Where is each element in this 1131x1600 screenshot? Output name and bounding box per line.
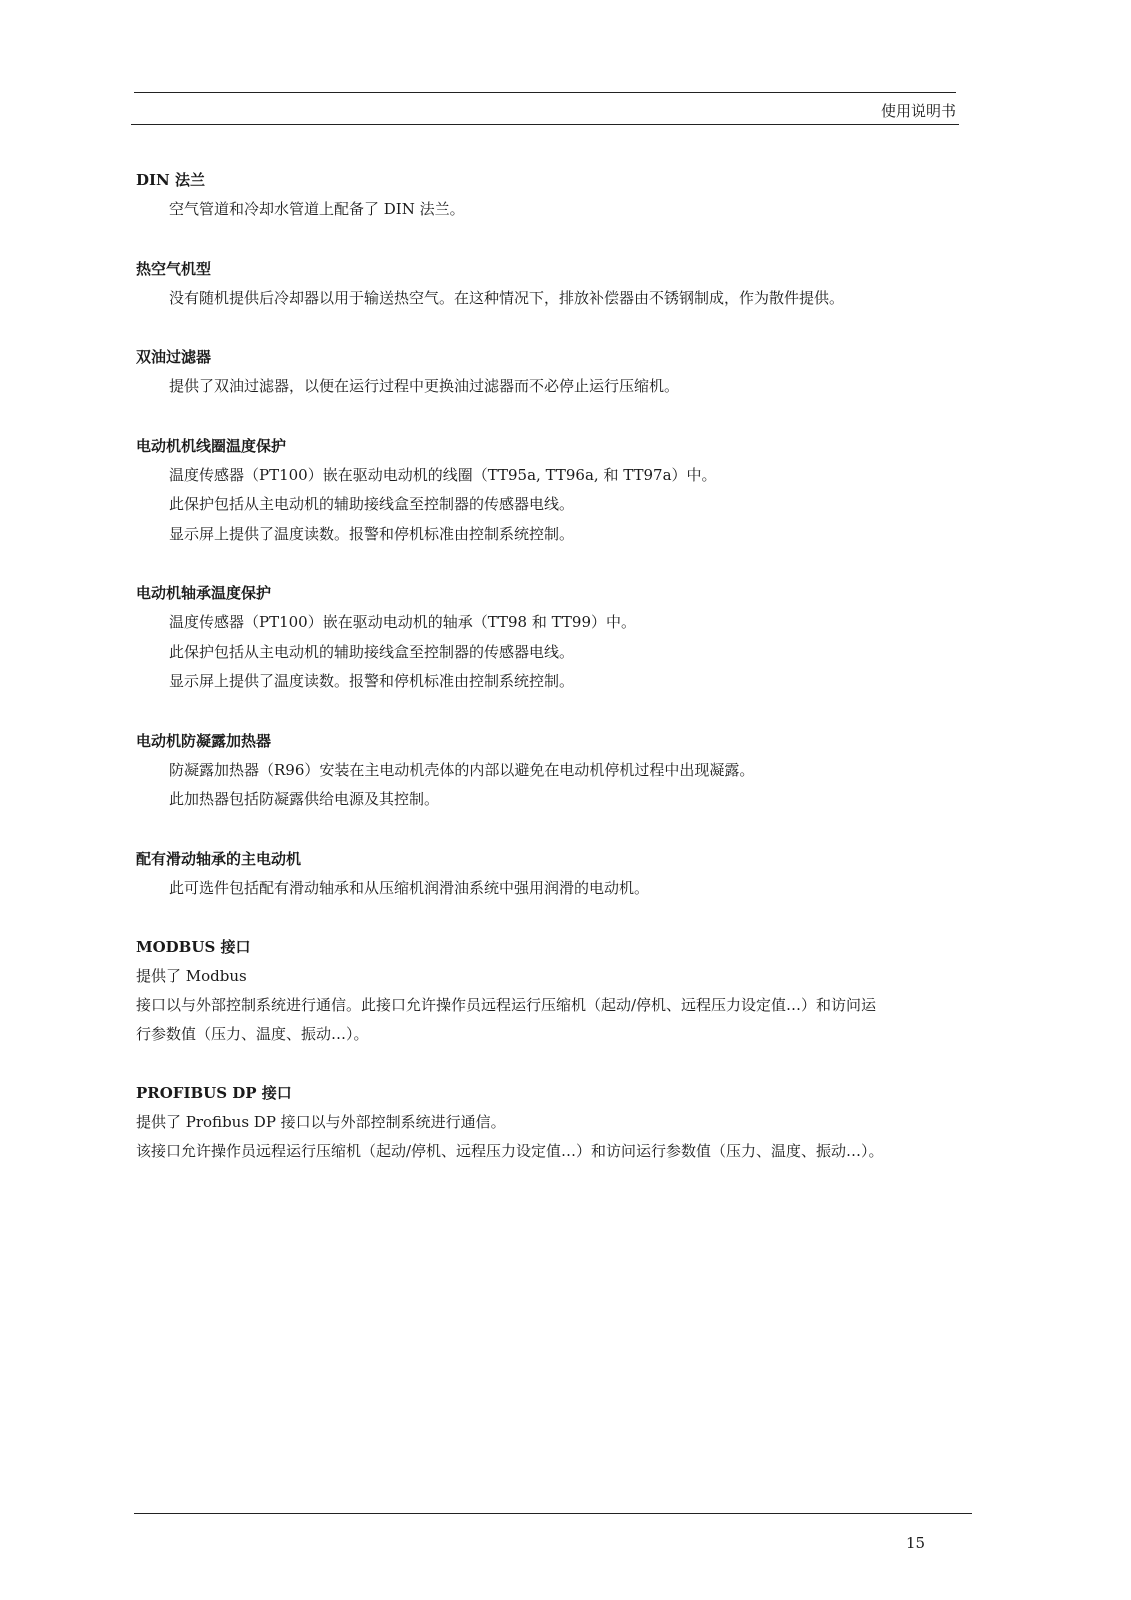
section-heading: 电动机轴承温度保护 xyxy=(136,584,272,602)
section-anti-condensation-heater xyxy=(136,731,966,815)
section-line: 此保护包括从主电动机的辅助接线盒至控制器的传感器电线。 xyxy=(169,495,575,513)
section-din-flange xyxy=(136,170,966,225)
section-line: 此保护包括从主电动机的辅助接线盒至控制器的传感器电线。 xyxy=(169,642,575,661)
section-line: 此可选件包括配有滑动轴承和从压缩机润滑油系统中强用润滑的电动机。 xyxy=(169,878,650,897)
section-line: 提供了双油过滤器，以便在运行过程中更换油过滤器而不必停止运行压缩机。 xyxy=(169,377,680,395)
section-heading: PROFIBUS DP 接口 xyxy=(136,1084,292,1102)
section-line: 温度传感器（PT100）嵌在驱动电动机的线圈（TT95a, TT96a, 和 TT97a）中。 xyxy=(169,465,717,484)
document-title: 使用说明书 xyxy=(880,102,956,120)
section-line: 温度传感器（PT100）嵌在驱动电动机的轴承（TT98 和 TT99）中。 xyxy=(169,613,637,631)
footer-rule xyxy=(134,1513,972,1514)
section-line: 显示屏上提供了温度读数。报警和停机标准由控制系统控制。 xyxy=(169,672,575,690)
section-profibus-interface xyxy=(136,1083,966,1166)
section-line: 此加热器包括防凝露供给电源及其控制。 xyxy=(169,790,440,808)
document-body xyxy=(136,170,966,1166)
section-line: 显示屏上提供了温度读数。报警和停机标准由控制系统控制。 xyxy=(169,524,575,543)
section-line: 该接口允许操作员远程运行压缩机（起动/停机、远程压力设定值…）和访问运行参数值（压力、温度、振动…）。 xyxy=(136,1142,884,1160)
section-hot-air-model xyxy=(136,259,966,314)
section-heading: 热空气机型 xyxy=(136,259,212,278)
section-heading: 电动机防凝露加热器 xyxy=(136,731,272,750)
section-motor-winding-protection xyxy=(136,436,966,550)
section-line: 行参数值（压力、温度、振动…）。 xyxy=(136,1025,369,1043)
section-modbus-interface xyxy=(136,937,966,1049)
section-line: 提供了 Modbus xyxy=(136,967,247,985)
section-line: 防凝露加热器（R96）安装在主电动机壳体的内部以避免在电动机停机过程中出现凝露。 xyxy=(169,760,755,779)
header-rule-top xyxy=(134,92,956,93)
section-dual-oil-filter xyxy=(136,347,966,402)
header-rule-bottom xyxy=(131,124,959,125)
section-heading: 双油过滤器 xyxy=(136,348,212,366)
section-heading: 电动机机线圈温度保护 xyxy=(136,436,287,455)
section-line: 空气管道和冷却水管道上配备了 DIN 法兰。 xyxy=(169,200,465,218)
section-line: 接口以与外部控制系统进行通信。此接口允许操作员远程运行压缩机（起动/停机、远程压力设定值…）和访问运 xyxy=(136,996,877,1014)
section-motor-bearing-protection xyxy=(136,583,966,697)
section-line: 提供了 Profibus DP 接口以与外部控制系统进行通信。 xyxy=(136,1113,506,1131)
page-number: 15 xyxy=(906,1534,926,1552)
section-heading: MODBUS 接口 xyxy=(136,938,251,956)
section-line: 没有随机提供后冷却器以用于输送热空气。在这种情况下，排放补偿器由不锈钢制成，作为散件提供。 xyxy=(169,288,845,307)
section-heading: DIN 法兰 xyxy=(136,171,205,189)
section-sliding-bearing-motor xyxy=(136,849,966,904)
section-heading: 配有滑动轴承的主电动机 xyxy=(136,849,302,868)
